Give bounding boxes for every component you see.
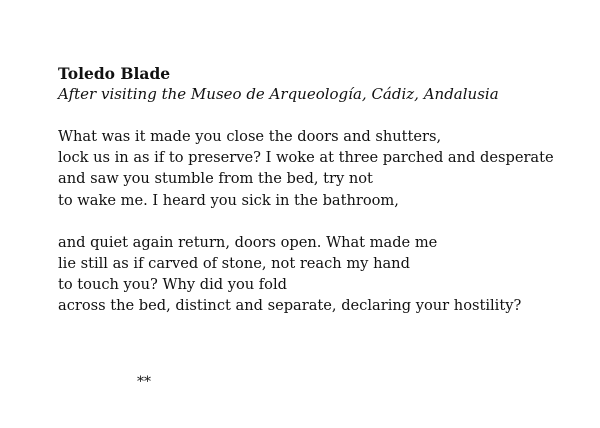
stanza-line: What was it made you close the doors and shutters, bbox=[58, 128, 442, 145]
stanza-1 bbox=[58, 126, 578, 211]
poem-subtitle: After visiting the Museo de Arqueología, Cádiz, Andalusia bbox=[58, 85, 499, 103]
section-separator: ** bbox=[137, 374, 151, 390]
stanza-line: to wake me. I heard you sick in the bathroom, bbox=[58, 191, 399, 209]
stanza-line: and quiet again return, doors open. What made me bbox=[58, 233, 438, 251]
stanza-line: across the bed, distinct and separate, declaring your hostility? bbox=[58, 297, 522, 315]
poem-document bbox=[58, 63, 578, 317]
stanza-line: lock us in as if to preserve? I woke at three parched and desperate bbox=[58, 149, 554, 167]
poem-title: Toledo Blade bbox=[58, 64, 171, 83]
stanza-line: to touch you? Why did you fold bbox=[58, 276, 287, 294]
stanza-line: lie still as if carved of stone, not reach my hand bbox=[58, 255, 410, 273]
stanza-line: and saw you stumble from the bed, try not bbox=[58, 170, 373, 188]
stanza-2 bbox=[58, 232, 578, 317]
